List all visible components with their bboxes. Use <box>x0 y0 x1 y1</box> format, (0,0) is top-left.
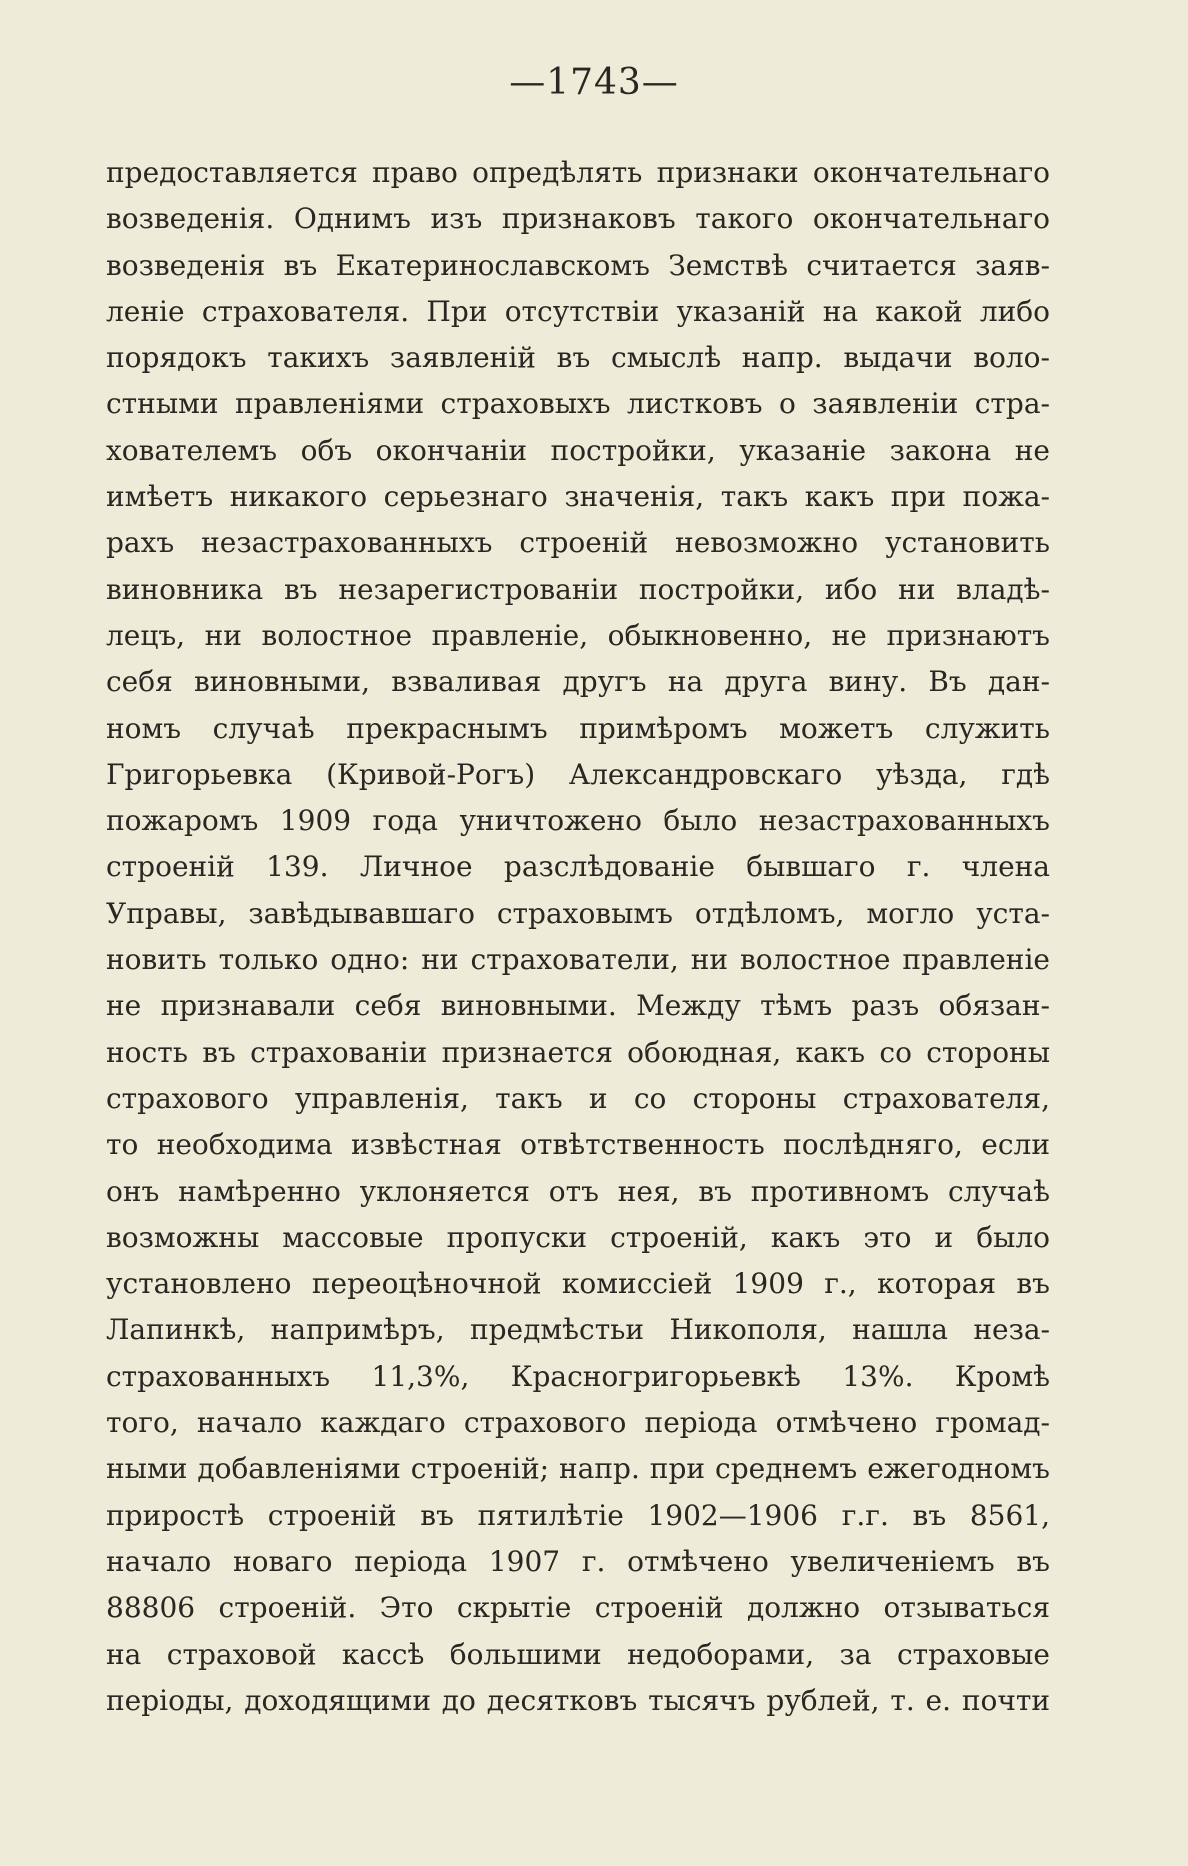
text-line: онъ намѣренно уклоняется отъ нея, въ противномъ случаѣ <box>106 1174 1050 1208</box>
text-line: 88806 строеній. Это скрытіе строеній должно отзываться <box>106 1591 1050 1625</box>
text-line: лецъ, ни волостное правленіе, обыкновенно, не признаютъ <box>106 618 1050 652</box>
text-line: страхованныхъ 11,3%, Красногригорьевкѣ 13%. Кромѣ <box>106 1359 1050 1393</box>
text-line: порядокъ такихъ заявленій въ смыслѣ напр. выдачи воло- <box>106 341 1050 375</box>
text-line: на страховой кассѣ большими недоборами, за страховые <box>106 1637 1050 1671</box>
page-number: —1743— <box>509 62 679 103</box>
body-text <box>106 150 1050 1724</box>
text-line: предоставляется право опредѣлять признаки окончательнаго <box>106 156 1050 189</box>
text-line: Григорьевка (Кривой-Рогъ) Александровскаго уѣзда, гдѣ <box>106 757 1050 791</box>
text-line: не признавали себя виновными. Между тѣмъ разъ обязан- <box>106 989 1050 1023</box>
text-line: себя виновными, взваливая другъ на друга вину. Въ дан- <box>106 665 1050 699</box>
text-line: новить только одно: ни страхователи, ни волостное правленіе <box>106 943 1050 977</box>
text-line: хователемъ объ окончаніи постройки, указаніе закона не <box>106 433 1050 467</box>
text-line: возведенія въ Екатеринославскомъ Земствѣ считается заяв- <box>106 248 1050 282</box>
text-line: ными добавленіями строеній; напр. при среднемъ ежегодномъ <box>106 1452 1050 1486</box>
text-line: то необходима извѣстная отвѣтственность послѣдняго, если <box>106 1128 1050 1162</box>
text-line: имѣетъ никакого серьезнаго значенія, такъ какъ при пожа- <box>106 480 1050 514</box>
text-line: возведенія. Однимъ изъ признаковъ такого окончательнаго <box>106 202 1050 236</box>
text-line: рахъ незастрахованныхъ строеній невозможно установить <box>106 526 1050 560</box>
text-line: ность въ страхованіи признается обоюдная, какъ со стороны <box>106 1035 1050 1069</box>
text-line: Лапинкѣ, напримѣръ, предмѣстьи Никополя, нашла неза- <box>106 1313 1050 1347</box>
text-line: стными правленіями страховыхъ листковъ о заявленіи стра- <box>106 387 1050 421</box>
text-line: пожаромъ 1909 года уничтожено было незастрахованныхъ <box>106 804 1050 838</box>
text-line: виновника въ незарегистрованіи постройки, ибо ни владѣ- <box>106 572 1050 606</box>
text-line: возможны массовые пропуски строеній, какъ это и было <box>106 1220 1050 1254</box>
text-line: страхового управленія, такъ и со стороны страхователя, <box>106 1081 1050 1115</box>
text-line: періоды, доходящими до десятковъ тысячъ рублей, т. е. почти <box>106 1683 1050 1717</box>
text-line: строеній 139. Личное разслѣдованіе бывшаго г. члена <box>106 850 1050 884</box>
text-line: Управы, завѣдывавшаго страховымъ отдѣломъ, могло уста- <box>106 896 1050 930</box>
text-line: того, начало каждаго страхового періода отмѣчено громад- <box>106 1406 1050 1440</box>
text-line: начало новаго періода 1907 г. отмѣчено увеличеніемъ въ <box>106 1544 1050 1578</box>
text-line: приростѣ строеній въ пятилѣтіе 1902—1906 г.г. въ 8561, <box>106 1498 1050 1532</box>
text-line: номъ случаѣ прекраснымъ примѣромъ можетъ служить <box>106 711 1050 745</box>
text-line: установлено переоцѣночной комиссіей 1909 г., которая въ <box>106 1267 1050 1301</box>
text-line: леніе страхователя. При отсутствіи указаній на какой либо <box>106 294 1050 328</box>
